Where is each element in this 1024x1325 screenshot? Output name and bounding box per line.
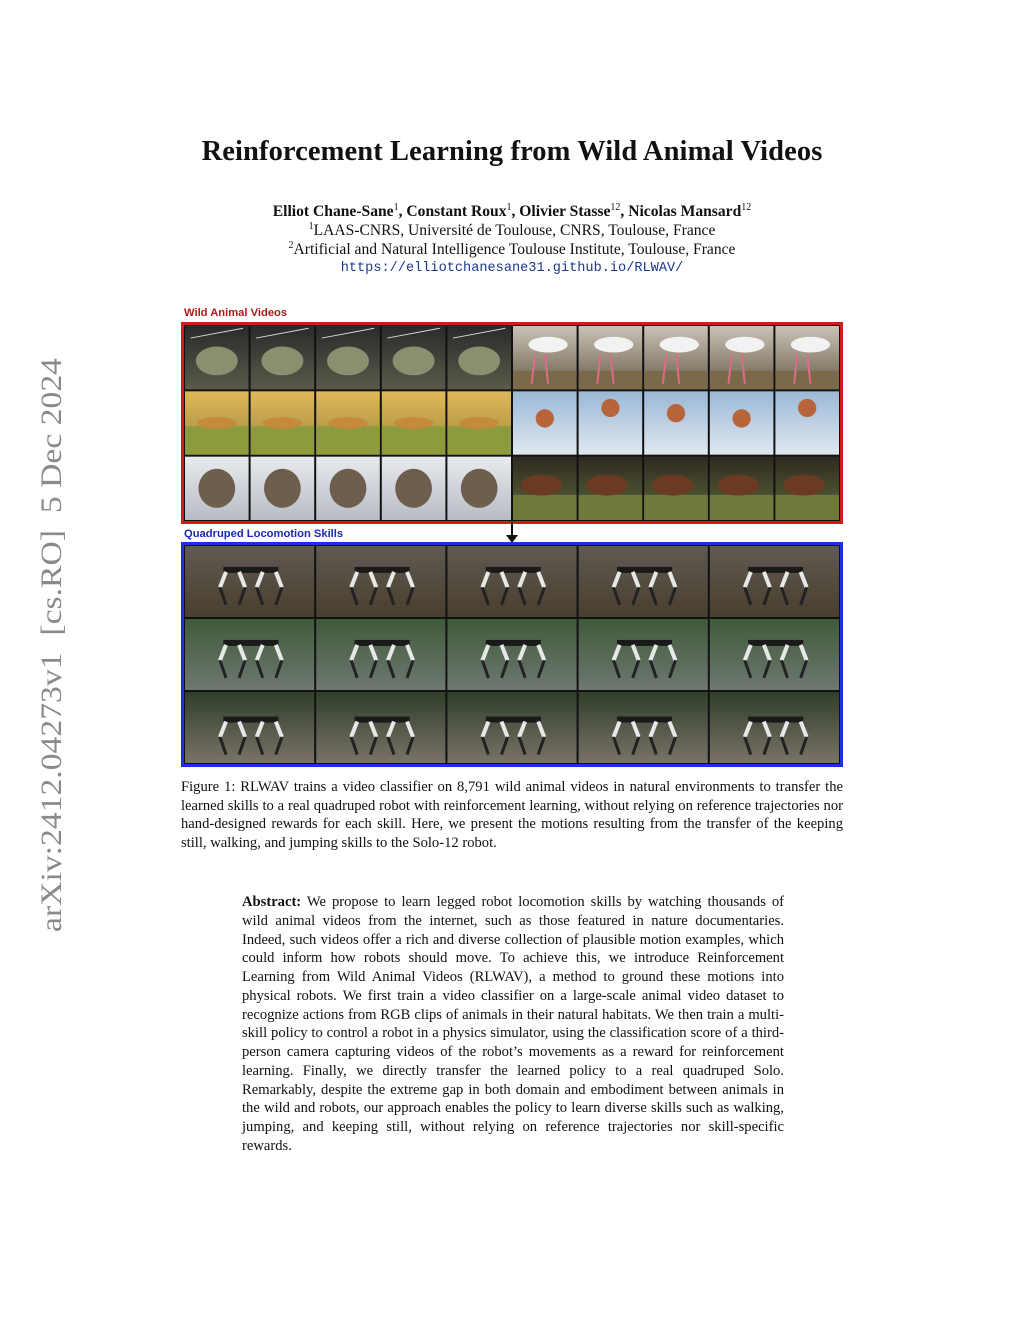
horses-frame [513,457,577,520]
author-list: Elliot Chane-Sane$^1$, Constant Roux$^1$, Olivier Stasse$^{12}$, Nicolas Mansard$^{12}$ [272,202,752,220]
author-affiliation-mark: 1 [506,202,512,213]
author-name: Elliot Chane-Sane [272,203,394,220]
horses-frame [579,457,643,520]
robot-jumping-frame [316,692,445,763]
author-affiliation-mark: 12 [610,202,621,213]
figure-caption: Figure 1: RLWAV trains a video classifier on 8,791 wild animal videos in natural environments to transfer the learned skills to a real quadruped robot with reinforcement learning, without relying on reference trajectories nor hand-designed rewards for each skill. Here, we present the motions resulting from the transfer of the keeping still, walking, and jumping skills to the Solo-12 robot. [181,779,843,851]
horses-frame [775,457,839,520]
horses-frame [644,457,708,520]
abstract [242,893,784,1156]
fox-frame [644,391,708,454]
chameleon-frame [447,326,511,389]
paper-title: Reinforcement Learning from Wild Animal Videos [201,136,823,167]
author-name: Constant Roux [406,203,507,220]
cheetah-frame [447,391,511,454]
quadruped-skills-panel [181,542,843,767]
affiliation-line [0,221,1024,240]
affiliation-mark: 1 [308,221,314,232]
robot-still-frame [710,546,839,617]
quadruped-skills-label: Quadruped Locomotion Skills [184,528,344,540]
owl-frame [316,457,380,520]
wild-animal-videos-panel [181,322,843,524]
author-affiliation-mark: 1 [393,202,399,213]
arxiv-id-text: arXiv:2412.04273v1 [cs.RO] 5 Dec 2024 [36,428,68,932]
robot-jumping-frame [710,692,839,763]
chameleon-frame [185,326,249,389]
owl-frame [185,457,249,520]
chameleon-frame [382,326,446,389]
robot-walking-frame [710,619,839,690]
robot-still-frame [185,546,314,617]
robot-jumping-frame [579,692,708,763]
bird-frame [644,326,708,389]
transfer-arrow-icon [503,522,521,544]
arxiv-identifier-stamp [16,355,76,935]
cheetah-frame [382,391,446,454]
affiliation-mark: 2 [288,240,294,251]
chameleon-frame [316,326,380,389]
author-name: Olivier Stasse [519,203,611,220]
abstract-text: We propose to learn legged robot locomotion skills by watching thousands of wild animal videos from the internet, such as those featured in nature documentaries. Indeed, such videos offer a rich and diverse collection of plausible motion examples, which could inform how robots should move. To achieve this, we introduce Reinforcement Learning from Wild Animal Videos (RLWAV), a method to ground these motions into physical robots. We first train a video classifier on a large-scale animal video dataset to recognize actions from RGB clips of animals in their natural habitats. We then train a multi-skill policy to control a robot in a physics simulator, using the classification score of a third-person camera capturing videos of the robot’s movements as a reward for reinforcement learning. Finally, we directly transfer the learned policy to a real quadruped Solo. Remarkably, despite the extreme gap in both domain and embodiment between animals in the wild and robots, our approach enables the policy to learn diverse skills such as walking, jumping, and keeping still, without relying on reference trajectories nor skill-specific rewards. [242,894,785,1154]
affiliation-line [0,240,1024,259]
cheetah-frame [251,391,315,454]
robot-walking-frame [316,619,445,690]
chameleon-frame [251,326,315,389]
affiliation-text: Artificial and Natural Intelligence Toulouse Institute, Toulouse, France [293,241,736,258]
project-url-link[interactable]: https://elliotchanesane31.github.io/RLWAV/ [340,261,684,276]
fox-frame [775,391,839,454]
wild-animal-videos-label: Wild Animal Videos [184,307,288,319]
affiliation-text: LAAS-CNRS, Université de Toulouse, CNRS, Toulouse, France [313,222,716,239]
abstract-label: Abstract: [242,894,302,910]
robot-jumping-frame [447,692,576,763]
horses-frame [710,457,774,520]
robot-walking-frame [447,619,576,690]
bird-frame [513,326,577,389]
fox-frame [579,391,643,454]
cheetah-frame [316,391,380,454]
author-block [0,202,1024,278]
bird-frame [775,326,839,389]
bird-frame [710,326,774,389]
robot-still-frame [579,546,708,617]
bird-frame [579,326,643,389]
owl-frame [251,457,315,520]
author-affiliation-mark: 12 [741,202,752,213]
robot-still-frame [316,546,445,617]
owl-frame [382,457,446,520]
robot-still-frame [447,546,576,617]
owl-frame [447,457,511,520]
robot-walking-frame [579,619,708,690]
cheetah-frame [185,391,249,454]
author-name: Nicolas Mansard [628,203,742,220]
fox-frame [710,391,774,454]
robot-walking-frame [185,619,314,690]
fox-frame [513,391,577,454]
robot-jumping-frame [185,692,314,763]
